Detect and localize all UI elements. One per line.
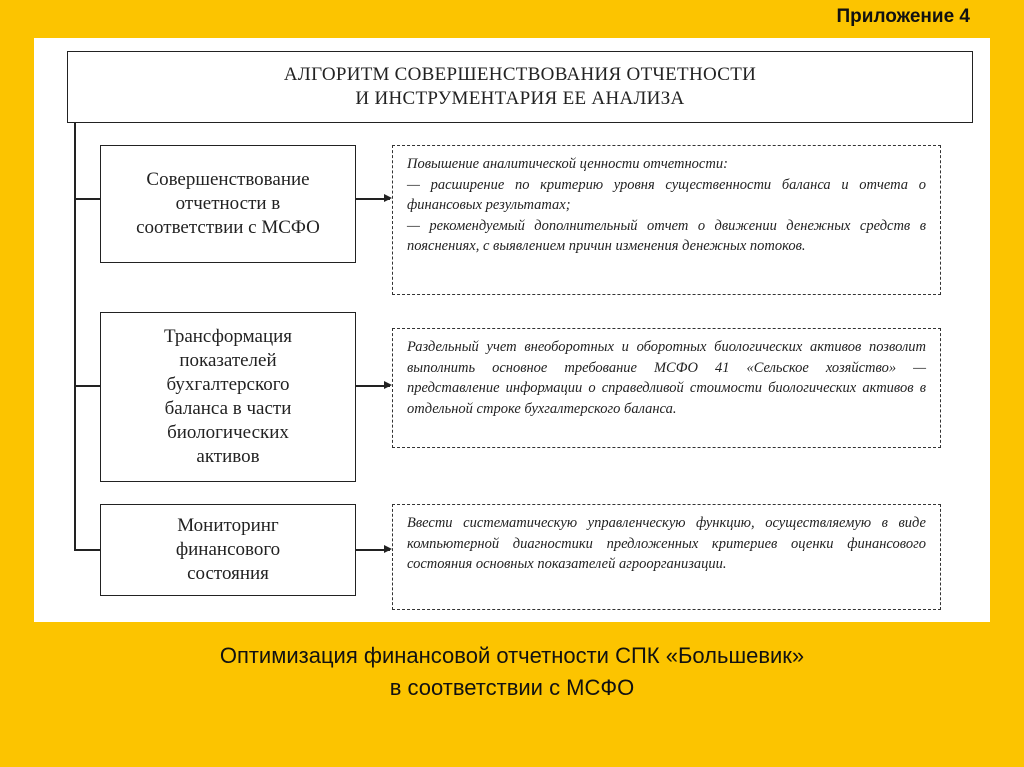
description-box-2	[392, 328, 941, 448]
step-box-1	[100, 145, 356, 263]
step-2-line: бухгалтерского	[166, 374, 290, 395]
step-box-2	[100, 312, 356, 482]
caption-line-1: Оптимизация финансовой отчетности СПК «Большевик»	[219, 643, 805, 668]
description-box-1	[392, 145, 941, 295]
step-2-line: показателей	[179, 350, 277, 371]
arrow-3	[356, 549, 390, 551]
step-3-line: состояния	[187, 563, 269, 584]
appendix-label: Приложение 4	[836, 6, 970, 27]
diagram-title-line-1: АЛГОРИТМ СОВЕРШЕНСТВОВАНИЯ ОТЧЕТНОСТИ	[283, 64, 757, 85]
connector-branch-3	[74, 549, 100, 551]
description-box-3	[392, 504, 941, 610]
diagram-panel	[34, 38, 990, 622]
step-3-line: финансового	[175, 539, 281, 560]
step-2-line: активов	[196, 446, 260, 467]
slide-caption	[0, 640, 1024, 704]
step-1-line: соответствии с МСФО	[136, 217, 320, 238]
step-box-3	[100, 504, 356, 596]
connector-spine	[74, 123, 76, 550]
description-1-paragraph: — расширение по критерию уровня существенности баланса и отчета о финансовых результатах;	[407, 176, 926, 213]
description-3-paragraph: Ввести систематическую управленческую функцию, осуществляемую в виде компьютерной диагностики предложенных критериев оценки финансового состояния основных показателей агроорганизации.	[407, 515, 926, 572]
description-2-paragraph: Раздельный учет внеоборотных и оборотных биологических активов позволит выполнить основное требование МСФО 41 «Сельское хозяйство» — представление информации о справедливой стоимости биологических активов в отдельной строке бухгалтерского баланса.	[407, 339, 926, 417]
step-1-line: отчетности в	[175, 193, 281, 214]
caption-line-2: в соответствии с МСФО	[389, 675, 635, 700]
description-1-paragraph: Повышение аналитической ценности отчетности:	[407, 156, 728, 172]
diagram-title	[67, 51, 973, 123]
step-2-line: Трансформация	[163, 326, 293, 347]
step-2-line: биологических	[167, 422, 289, 443]
diagram-title-line-2: И ИНСТРУМЕНТАРИЯ ЕЕ АНАЛИЗА	[355, 88, 685, 109]
step-2-line: баланса в части	[164, 398, 292, 419]
step-3-line: Мониторинг	[177, 515, 279, 536]
arrow-1	[356, 198, 390, 200]
arrow-2	[356, 385, 390, 387]
step-1-line: Совершенствование	[146, 169, 310, 190]
description-1-paragraph: — рекомендуемый дополнительный отчет о движении денежных средств в пояснениях, с выявлением причин изменения денежных потоков.	[407, 217, 926, 254]
connector-branch-2	[74, 385, 100, 387]
connector-branch-1	[74, 198, 100, 200]
